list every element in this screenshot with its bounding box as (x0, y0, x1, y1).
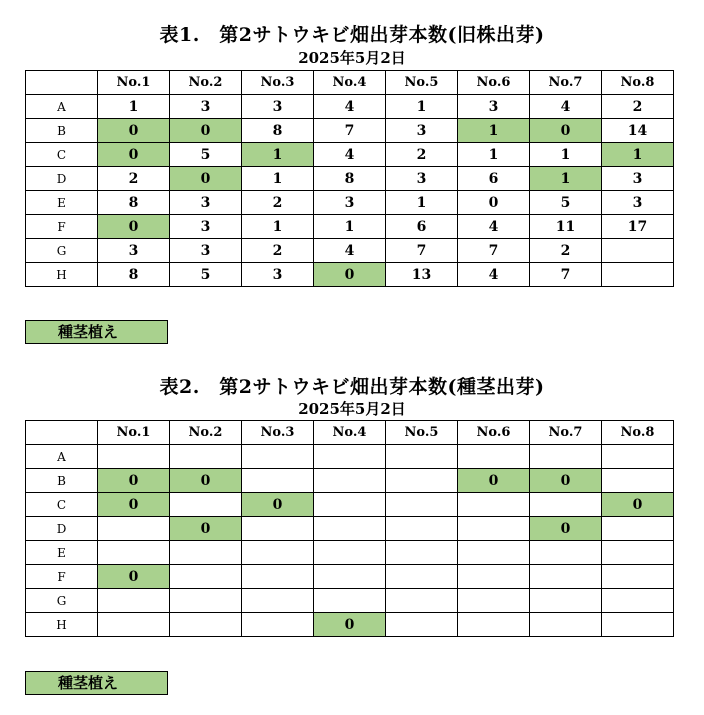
cell: 6 (386, 215, 458, 239)
cell: 8 (98, 263, 170, 287)
cell-highlighted: 0 (314, 263, 386, 287)
column-header: No.4 (314, 421, 386, 445)
cell (458, 517, 530, 541)
cell (602, 589, 674, 613)
cell: 1 (242, 167, 314, 191)
cell: 4 (314, 95, 386, 119)
cell-highlighted: 0 (314, 613, 386, 637)
table-row (26, 589, 674, 613)
row-header: B (26, 119, 98, 143)
cell-highlighted: 0 (98, 119, 170, 143)
cell-highlighted: 0 (98, 565, 170, 589)
cell-highlighted: 1 (602, 143, 674, 167)
cell (98, 541, 170, 565)
column-header: No.2 (170, 71, 242, 95)
row-header: G (26, 239, 98, 263)
table1-title: 表1. 第2サトウキビ畑出芽本数(旧株出芽) (159, 24, 545, 46)
cell-highlighted: 0 (170, 119, 242, 143)
column-header: No.7 (530, 421, 602, 445)
column-header: No.3 (242, 421, 314, 445)
row-header: F (26, 565, 98, 589)
cell-highlighted: 0 (242, 493, 314, 517)
row-header: B (26, 469, 98, 493)
cell-highlighted: 0 (170, 517, 242, 541)
cell: 2 (98, 167, 170, 191)
table2-title: 表2. 第2サトウキビ畑出芽本数(種茎出芽) (159, 376, 545, 398)
table-row (26, 239, 674, 263)
column-header: No.1 (98, 71, 170, 95)
cell (602, 469, 674, 493)
cell (530, 613, 602, 637)
cell: 4 (530, 95, 602, 119)
cell (602, 565, 674, 589)
cell: 6 (458, 167, 530, 191)
cell: 3 (386, 119, 458, 143)
table-row (26, 445, 674, 469)
cell (458, 445, 530, 469)
row-header: D (26, 167, 98, 191)
table-row (26, 565, 674, 589)
cell: 3 (242, 95, 314, 119)
cell: 2 (386, 143, 458, 167)
cell (314, 565, 386, 589)
cell (170, 613, 242, 637)
cell (602, 263, 674, 287)
column-header: No.1 (98, 421, 170, 445)
cell-highlighted: 0 (530, 119, 602, 143)
cell: 1 (98, 95, 170, 119)
cell (530, 541, 602, 565)
column-header: No.4 (314, 71, 386, 95)
cell (530, 445, 602, 469)
column-header: No.2 (170, 421, 242, 445)
cell (242, 613, 314, 637)
cell (386, 613, 458, 637)
cell (386, 517, 458, 541)
row-header: D (26, 517, 98, 541)
table-row (26, 143, 674, 167)
table-row (26, 191, 674, 215)
cell (530, 493, 602, 517)
cell: 7 (458, 239, 530, 263)
cell (386, 589, 458, 613)
header-row (26, 71, 674, 95)
cell (170, 493, 242, 517)
cell: 4 (314, 239, 386, 263)
cell: 0 (458, 191, 530, 215)
cell: 4 (458, 263, 530, 287)
cell (98, 589, 170, 613)
row-header: G (26, 589, 98, 613)
cell (242, 469, 314, 493)
table1-date: 2025年5月2日 (298, 49, 406, 67)
cell: 5 (170, 143, 242, 167)
cell (602, 239, 674, 263)
table-row (26, 493, 674, 517)
cell-highlighted: 0 (602, 493, 674, 517)
table-row (26, 167, 674, 191)
cell: 3 (386, 167, 458, 191)
cell-highlighted: 0 (98, 143, 170, 167)
cell: 1 (530, 143, 602, 167)
cell-highlighted: 1 (458, 119, 530, 143)
row-header: C (26, 143, 98, 167)
cell: 1 (314, 215, 386, 239)
column-header: No.6 (458, 421, 530, 445)
cell (170, 565, 242, 589)
corner-cell (26, 71, 98, 95)
row-header: A (26, 95, 98, 119)
cell: 3 (170, 191, 242, 215)
cell (602, 517, 674, 541)
cell (602, 445, 674, 469)
table-row (26, 517, 674, 541)
cell: 5 (530, 191, 602, 215)
cell (458, 493, 530, 517)
table-row (26, 215, 674, 239)
cell (602, 613, 674, 637)
cell (386, 541, 458, 565)
cell (386, 469, 458, 493)
cell: 3 (314, 191, 386, 215)
row-header: E (26, 541, 98, 565)
row-header: H (26, 613, 98, 637)
cell (170, 589, 242, 613)
cell (458, 541, 530, 565)
table1-legend-swatch: 種茎植え (25, 320, 168, 344)
column-header: No.8 (602, 421, 674, 445)
cell-highlighted: 0 (98, 215, 170, 239)
header-row (26, 421, 674, 445)
cell: 7 (530, 263, 602, 287)
cell: 1 (458, 143, 530, 167)
cell: 1 (242, 215, 314, 239)
cell (530, 589, 602, 613)
cell (314, 469, 386, 493)
cell: 3 (170, 95, 242, 119)
row-header: A (26, 445, 98, 469)
cell (314, 493, 386, 517)
cell: 17 (602, 215, 674, 239)
cell: 4 (314, 143, 386, 167)
cell-highlighted: 0 (98, 469, 170, 493)
table-row (26, 613, 674, 637)
cell (314, 541, 386, 565)
cell (242, 517, 314, 541)
cell (530, 565, 602, 589)
cell-highlighted: 0 (170, 469, 242, 493)
cell: 3 (602, 191, 674, 215)
table-row (26, 541, 674, 565)
column-header: No.5 (386, 421, 458, 445)
cell-highlighted: 0 (458, 469, 530, 493)
cell: 2 (242, 191, 314, 215)
column-header: No.7 (530, 71, 602, 95)
cell: 3 (242, 263, 314, 287)
cell (242, 541, 314, 565)
cell-highlighted: 0 (530, 469, 602, 493)
cell: 3 (170, 215, 242, 239)
corner-cell (26, 421, 98, 445)
cell: 2 (242, 239, 314, 263)
cell (242, 565, 314, 589)
cell-highlighted: 0 (170, 167, 242, 191)
cell: 2 (602, 95, 674, 119)
cell (242, 589, 314, 613)
cell: 14 (602, 119, 674, 143)
cell: 8 (98, 191, 170, 215)
cell (170, 541, 242, 565)
cell (386, 445, 458, 469)
table2-grid (25, 420, 674, 637)
column-header: No.6 (458, 71, 530, 95)
cell (458, 613, 530, 637)
cell (602, 541, 674, 565)
cell: 5 (170, 263, 242, 287)
row-header: E (26, 191, 98, 215)
cell (458, 589, 530, 613)
cell-highlighted: 1 (530, 167, 602, 191)
table-row (26, 469, 674, 493)
table1-grid (25, 70, 674, 287)
cell-highlighted: 0 (98, 493, 170, 517)
column-header: No.3 (242, 71, 314, 95)
row-header: C (26, 493, 98, 517)
cell: 11 (530, 215, 602, 239)
cell: 7 (314, 119, 386, 143)
cell (314, 445, 386, 469)
column-header: No.5 (386, 71, 458, 95)
cell: 8 (242, 119, 314, 143)
cell: 3 (170, 239, 242, 263)
table-row (26, 95, 674, 119)
cell: 1 (386, 191, 458, 215)
table-row (26, 263, 674, 287)
cell (98, 613, 170, 637)
cell: 3 (98, 239, 170, 263)
table2-date: 2025年5月2日 (298, 400, 406, 418)
cell: 1 (386, 95, 458, 119)
column-header: No.8 (602, 71, 674, 95)
cell-highlighted: 1 (242, 143, 314, 167)
cell: 3 (458, 95, 530, 119)
table2-legend-swatch: 種茎植え (25, 671, 168, 695)
cell (386, 493, 458, 517)
table-row (26, 119, 674, 143)
cell: 7 (386, 239, 458, 263)
cell: 8 (314, 167, 386, 191)
cell (98, 517, 170, 541)
row-header: F (26, 215, 98, 239)
cell: 2 (530, 239, 602, 263)
cell-highlighted: 0 (530, 517, 602, 541)
cell (386, 565, 458, 589)
cell (314, 517, 386, 541)
cell (242, 445, 314, 469)
cell (98, 445, 170, 469)
cell: 13 (386, 263, 458, 287)
cell (314, 589, 386, 613)
cell (458, 565, 530, 589)
row-header: H (26, 263, 98, 287)
cell: 4 (458, 215, 530, 239)
cell (170, 445, 242, 469)
cell: 3 (602, 167, 674, 191)
